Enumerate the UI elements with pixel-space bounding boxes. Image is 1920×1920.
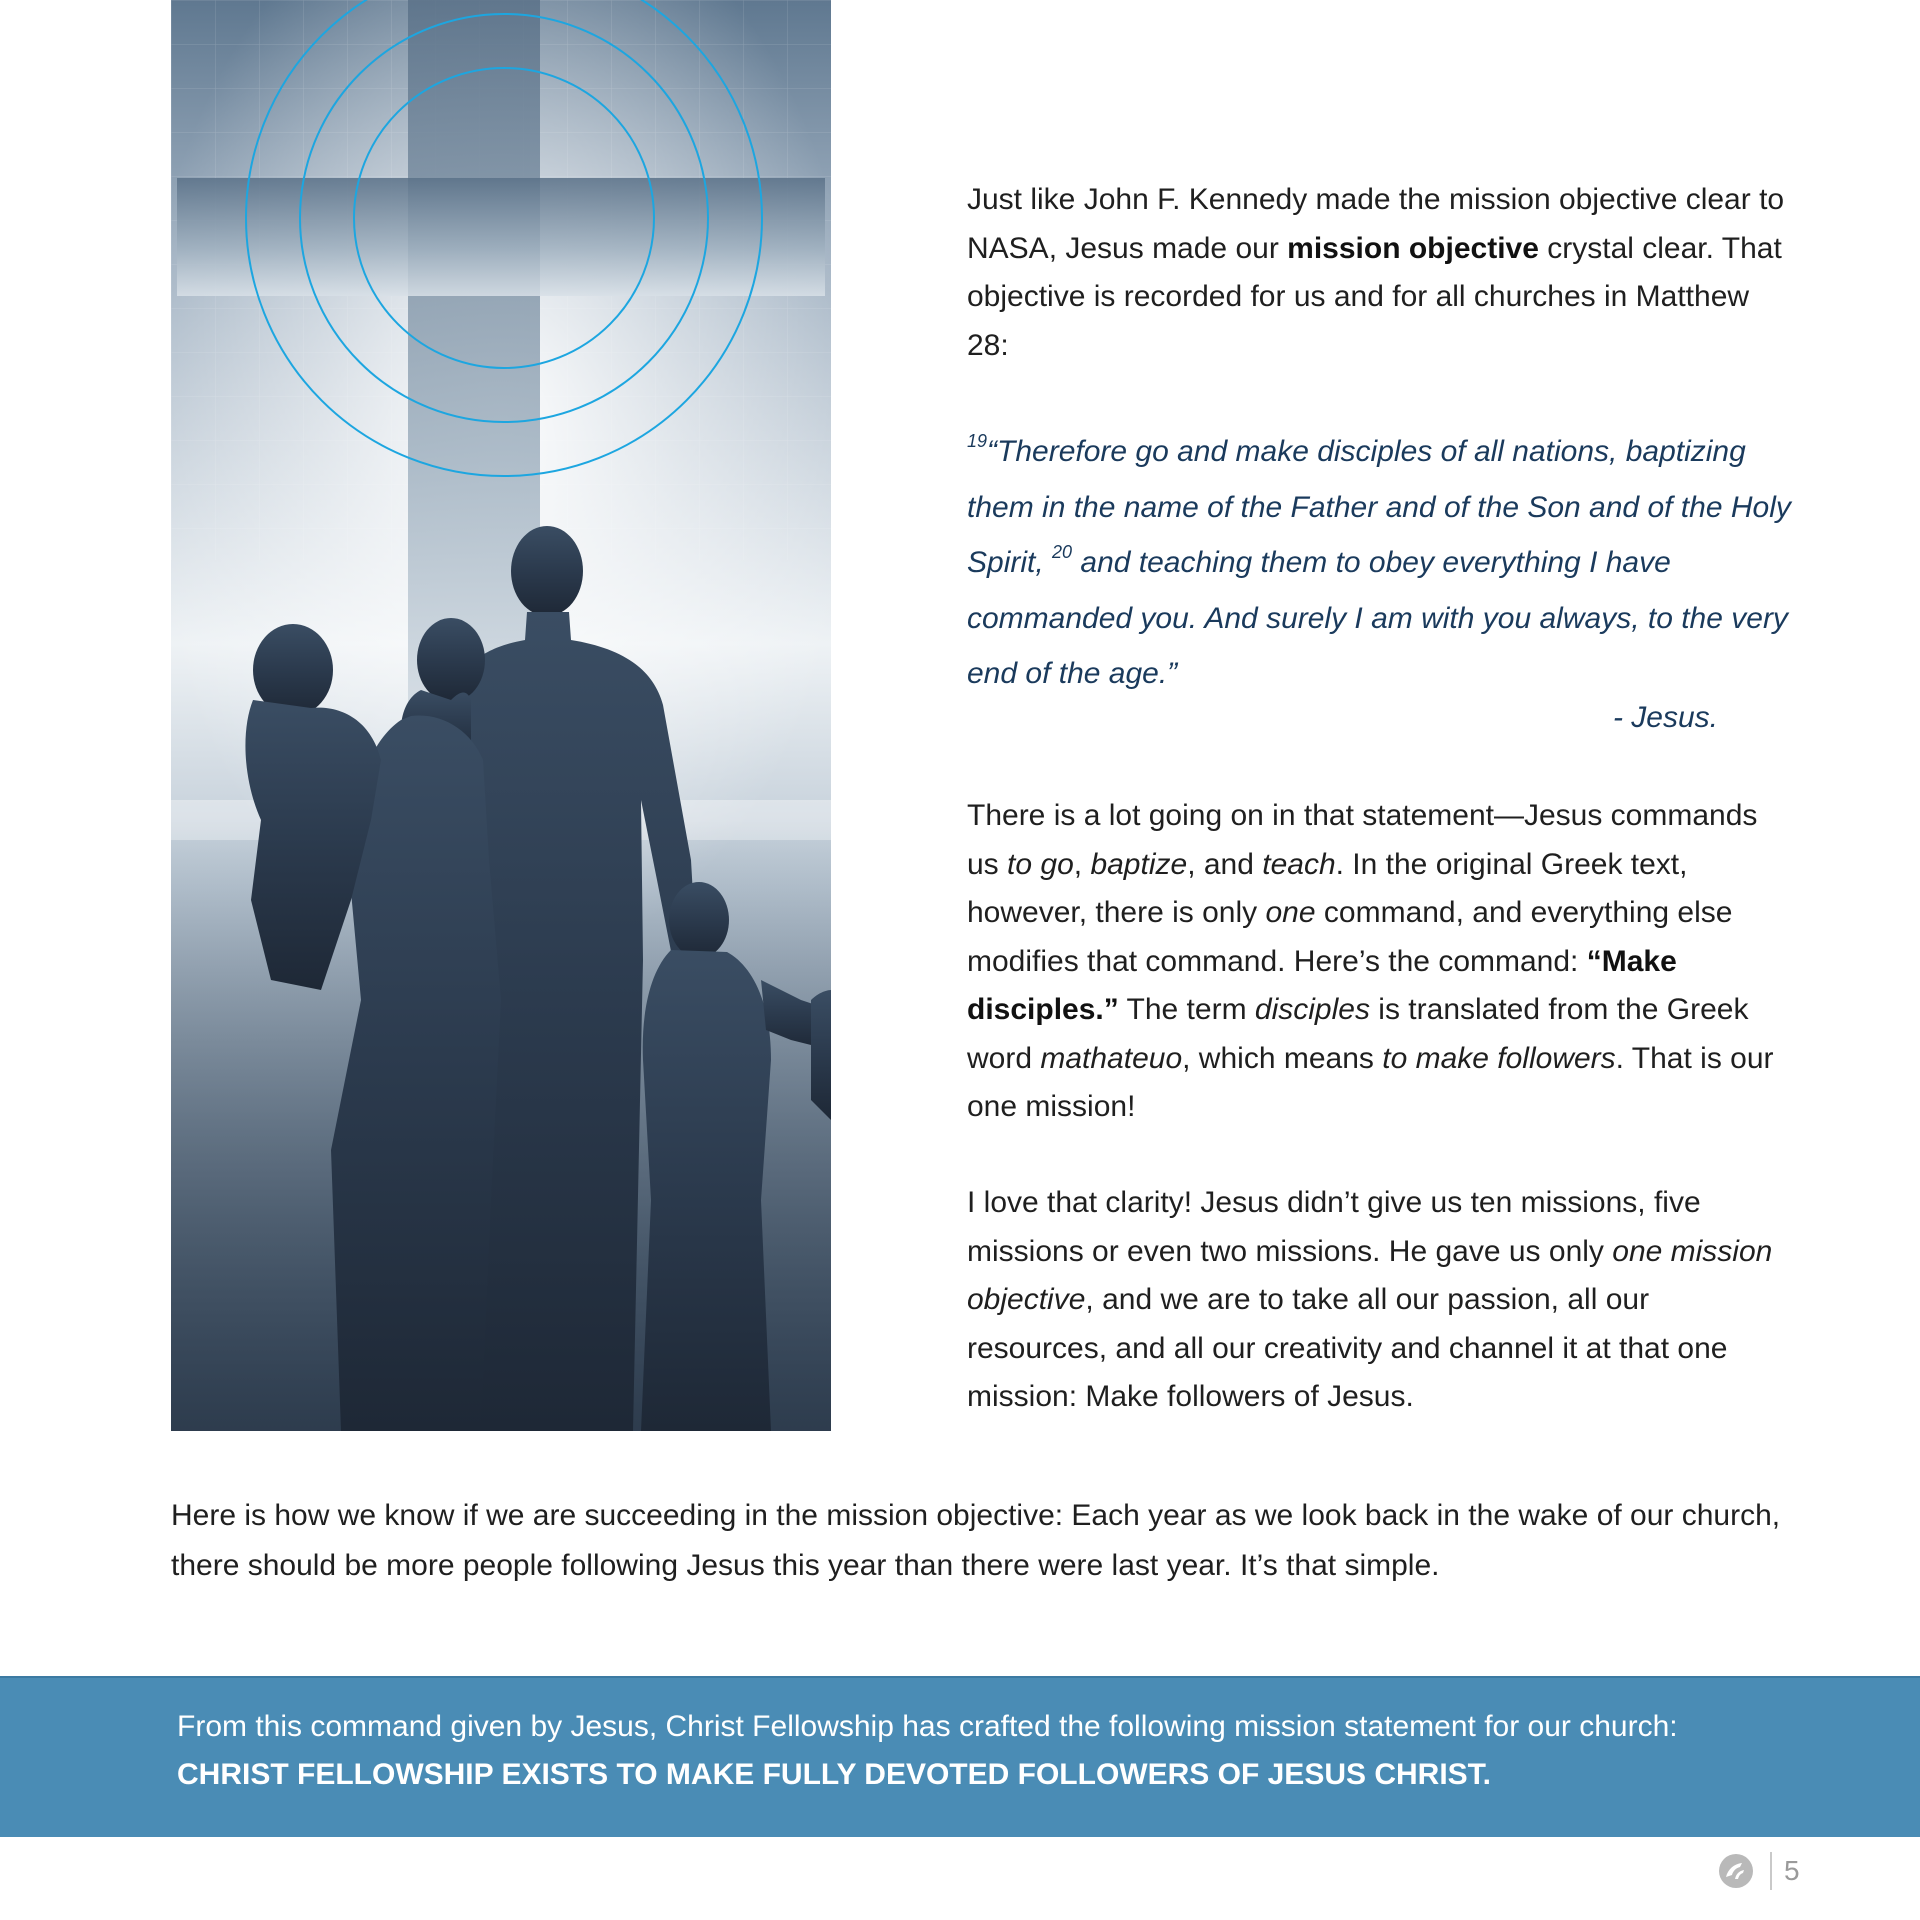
- success-text: Here is how we know if we are succeeding in the mission objective: Each year as we look back in the wake of our church, there should be more people following Jesus this year than there were last year. It’s that simple.: [171, 1499, 1781, 1582]
- intro-text-end: crystal clear. That objective is recorded for us and for all churches in Matthew 28:: [967, 231, 1782, 362]
- italic-text: mathateuo: [1040, 1041, 1183, 1075]
- intro-paragraph: [967, 176, 1797, 370]
- italic-text: to make followers: [1382, 1041, 1616, 1075]
- mission-statement-banner: [0, 1676, 1920, 1837]
- body-text: . In the original Greek text, however, there is only: [967, 847, 1688, 929]
- body-text: ,: [1073, 847, 1091, 881]
- command-paragraph: [967, 792, 1797, 1132]
- italic-text: baptize: [1090, 847, 1188, 881]
- body-text: , and we are to take all our passion, all our resources, and all our creativity and channel it at that one mission: Make followers of Jesus.: [967, 1283, 1728, 1413]
- body-text: The term: [1118, 993, 1255, 1026]
- banner-text: [177, 1703, 1797, 1799]
- mission-objective-bold: mission objective: [1287, 231, 1539, 265]
- success-paragraph: [171, 1491, 1811, 1591]
- christ-fellowship-logo-icon: [1718, 1853, 1754, 1889]
- italic-text: disciples: [1254, 993, 1370, 1026]
- hero-image: [171, 0, 831, 1431]
- banner-intro: From this command given by Jesus, Christ Fellowship has crafted the following mission statement for our church:: [177, 1710, 1678, 1743]
- verse-number: 19: [967, 431, 988, 451]
- quote-text: and teaching them to obey everything I have commanded you. And surely I am with you always, to the very end of the age.”: [967, 546, 1788, 690]
- body-text: command, and everything else modifies that command. Here’s the command:: [967, 896, 1733, 978]
- italic-text: to go: [1007, 847, 1074, 881]
- quote-attribution: - Jesus.: [1612, 701, 1718, 734]
- italic-text: one mission objective: [967, 1234, 1773, 1316]
- body-text: , and: [1187, 847, 1263, 881]
- intro-text: Just like John F. Kennedy made the mission objective clear to NASA, Jesus made our: [967, 183, 1785, 265]
- body-text: There is a lot going on in that statement—Jesus commands us: [967, 799, 1758, 881]
- verse-number: 20: [1052, 542, 1073, 562]
- mission-statement: CHRIST FELLOWSHIP EXISTS TO MAKE FULLY DEVOTED FOLLOWERS OF JESUS CHRIST.: [177, 1758, 1492, 1791]
- footer-divider: [1770, 1852, 1772, 1890]
- italic-text: teach: [1262, 847, 1336, 881]
- body-text: . That is our one mission!: [967, 1041, 1774, 1123]
- body-text: I love that clarity! Jesus didn’t give us ten missions, five missions or even two missions. He gave us only: [967, 1186, 1701, 1268]
- quote-text: “Therefore go and make disciples of all nations, baptizing them in the name of the Father and of the Son and of the Holy Spirit,: [967, 435, 1791, 579]
- body-text: , which means: [1182, 1041, 1383, 1075]
- make-disciples-bold: “Make disciples.”: [967, 944, 1677, 1026]
- scripture-quote: [967, 424, 1797, 702]
- italic-text: one: [1265, 896, 1316, 929]
- page-number: 5: [1784, 1855, 1800, 1886]
- clarity-paragraph: [967, 1179, 1797, 1422]
- body-text: is translated from the Greek word: [967, 993, 1749, 1075]
